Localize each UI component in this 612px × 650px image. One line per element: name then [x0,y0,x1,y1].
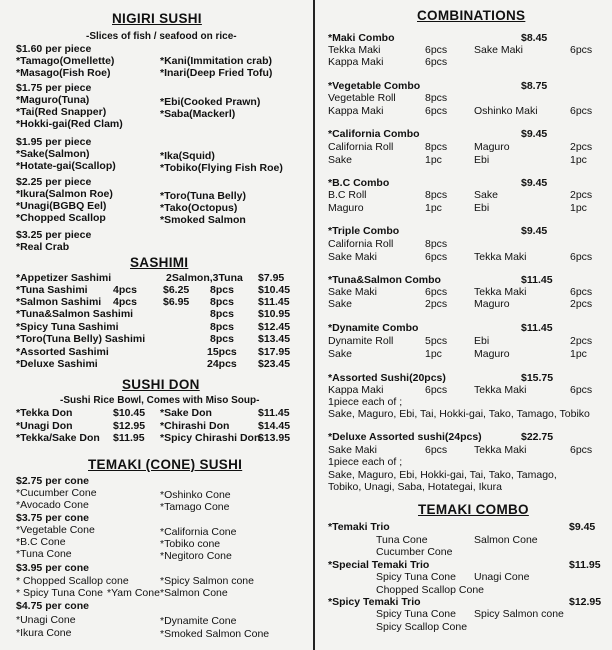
price-heading: $1.95 per piece [16,136,92,148]
combo-line-qty: 6pcs [570,444,593,456]
menu-item: *Tamago Cone [160,501,230,513]
price-heading: $3.25 per piece [16,229,92,241]
menu-item: *Smoked Salmon [160,214,246,226]
menu-item-price: $12.95 [113,420,146,432]
combo-line-qty: 6pcs [425,444,448,456]
combo-line-qty: 6pcs [570,44,593,56]
menu-item-detail: 2Salmon,3Tuna [166,272,243,284]
combo-line-qty: 6pcs [425,56,448,68]
combo-line-qty: 6pcs [425,384,448,396]
menu-item: *Chopped Scallop [16,212,106,224]
combo-line-qty: 2pcs [570,141,593,153]
menu-item-qty: 8pcs [210,321,234,333]
combo-line: Sake [328,348,352,360]
combo-name: *Special Temaki Trio [328,559,430,571]
menu-item: *Negitoro Cone [160,550,232,562]
combo-line: Salmon Cone [474,534,538,546]
menu-item: *California Cone [160,526,237,538]
nigiri-title: NIGIRI SUSHI [112,11,202,26]
combo-line-qty: 2pcs [570,189,593,201]
combo-line: Maguro [474,298,510,310]
combo-line: Tuna Cone [376,534,428,546]
combo-line-qty: 2pcs [570,298,593,310]
menu-item: *Appetizer Sashimi [16,272,112,284]
menu-item: *Tako(Octopus) [160,202,238,214]
menu-item-price: $11.45 [258,296,290,308]
menu-item-price: $7.95 [258,272,285,284]
combo-line: Kappa Maki [328,56,384,68]
menu-item-price: $11.95 [113,432,145,444]
combo-name: *Spicy Temaki Trio [328,596,421,608]
menu-item: *Tamago(Omellette) [16,55,115,67]
menu-item: *Unagi(BGBQ Eel) [16,200,107,212]
combo-line: Vegetable Roll [328,92,396,104]
menu-item: *Toro(Tuna Belly) [160,190,246,202]
combo-price: $8.75 [521,80,548,92]
combo-line-qty: 1pc [425,154,442,166]
menu-item: *Real Crab [16,241,70,253]
menu-item-price: $6.25 [163,284,190,296]
menu-item: *Sake Don [160,407,212,419]
menu-item: *Tekka/Sake Don [16,432,100,444]
combo-name: *Deluxe Assorted sushi(24pcs) [328,431,482,443]
sushi-don-subtitle: -Sushi Rice Bowl, Comes with Miso Soup- [60,395,260,406]
menu-item: *Deluxe Sashimi [16,358,98,370]
combo-line: Tekka Maki [474,286,527,298]
combo-line: Ebi [474,202,490,214]
combo-line: Unagi Cone [474,571,530,583]
menu-item: * Spicy Tuna Cone [16,587,103,599]
menu-item-qty: 8pcs [210,308,234,320]
combo-price: $8.45 [521,32,548,44]
sashimi-title: SASHIMI [130,255,189,270]
menu-item: *Tekka Don [16,407,73,419]
combo-line-qty: 1pc [570,202,587,214]
combo-name: *California Combo [328,128,420,140]
combo-line: Ebi [474,154,490,166]
combo-line: Kappa Maki [328,384,384,396]
menu-item: *Tuna Cone [16,548,72,560]
combo-line: California Roll [328,238,394,250]
combo-line-qty: 6pcs [425,105,448,117]
menu-item-qty: 4pcs [113,284,137,296]
combo-name: *Triple Combo [328,225,400,237]
combo-price: $15.75 [521,372,554,384]
menu-item-price: $12.45 [258,321,291,333]
price-heading: $1.60 per piece [16,43,92,55]
combo-price: $12.95 [569,596,602,608]
menu-item: *Spicy Chirashi Don [160,432,261,444]
combo-note: 1piece each of ; [328,456,403,468]
menu-item: *Assorted Sashimi [16,346,109,358]
combo-line: Spicy Scallop Cone [376,621,468,633]
temaki-combo-title: TEMAKI COMBO [418,502,529,517]
menu-item: *Yam Cone [107,587,160,599]
combo-name: *Temaki Trio [328,521,390,533]
combo-line: Sake Maki [328,286,378,298]
combo-line-qty: 6pcs [570,105,593,117]
menu-item: *Kani(Immitation crab) [160,55,273,67]
menu-item: *Smoked Salmon Cone [160,628,270,640]
price-heading: $4.75 per cone [16,600,89,612]
combo-line-qty: 6pcs [425,251,448,263]
menu-item: *Spicy Salmon cone [160,575,254,587]
menu-item: *Tuna&Salmon Sashimi [16,308,134,320]
combo-line-qty: 6pcs [425,44,448,56]
menu-item: *Salmon Cone [160,587,228,599]
menu-item: *Spicy Tuna Sashimi [16,321,119,333]
combo-line: Sake [328,298,352,310]
combo-line-qty: 8pcs [425,189,448,201]
menu-item: *Ikura(Salmon Roe) [16,188,113,200]
combo-line: Spicy Salmon cone [474,608,564,620]
menu-item: *Vegetable Cone [16,524,95,536]
menu-item: *Ebi(Cooked Prawn) [160,96,261,108]
menu-item: *Oshinko Cone [160,489,231,501]
combo-price: $9.45 [521,177,548,189]
combo-line-qty: 1pc [425,348,442,360]
combo-line: Tekka Maki [474,384,527,396]
menu-item: *Hotate-gai(Scallop) [16,160,116,172]
menu-item: *B.C Cone [16,536,66,548]
menu-item: *Dynamite Cone [160,615,237,627]
combo-line-qty: 2pcs [570,335,593,347]
menu-item-qty: 4pcs [113,296,137,308]
right-column [316,0,612,650]
combo-line: Sake Maki [328,251,378,263]
combo-line-qty: 2pcs [425,298,448,310]
combo-line-qty: 6pcs [570,384,593,396]
menu-item: *Cucumber Cone [16,487,97,499]
combo-line: B.C Roll [328,189,367,201]
menu-item-price: $6.95 [163,296,190,308]
menu-item: *Chirashi Don [160,420,230,432]
combo-note: Tobiko, Unagi, Saba, Hotategai, Ikura [328,481,502,493]
menu-item-price: $13.95 [258,432,291,444]
combo-line-qty: 6pcs [570,286,593,298]
menu-item-price: $13.45 [258,333,291,345]
menu-item: *Inari(Deep Fried Tofu) [160,67,273,79]
price-heading: $3.75 per cone [16,512,89,524]
combo-note: Sake, Maguro, Ebi, Hokki-gai, Tai, Tako, Tamago, [328,469,557,481]
menu-item: *Maguro(Tuna) [16,94,90,106]
combo-line: Tekka Maki [474,444,527,456]
menu-item: *Hokki-gai(Red Clam) [16,118,123,130]
price-heading: $2.75 per cone [16,475,89,487]
combo-price: $11.45 [521,322,553,334]
menu-item-qty: 8pcs [210,296,234,308]
combo-name: *Assorted Sushi(20pcs) [328,372,446,384]
menu-item-price: $10.45 [113,407,146,419]
menu-item: *Tobiko cone [160,538,221,550]
combo-line: Sake Maki [474,44,524,56]
combo-line-qty: 1pc [570,154,587,166]
menu-item-qty: 24pcs [207,358,237,370]
price-heading: $2.25 per piece [16,176,92,188]
combo-line: Ebi [474,335,490,347]
menu-item: *Toro(Tuna Belly) Sashimi [16,333,146,345]
menu-item-qty: 8pcs [210,284,234,296]
menu-item: *Masago(Fish Roe) [16,67,111,79]
column-divider [313,0,315,650]
combo-name: *Tuna&Salmon Combo [328,274,441,286]
combo-line: Cucumber Cone [376,546,453,558]
combo-line-qty: 8pcs [425,141,448,153]
menu-item: *Unagi Don [16,420,73,432]
menu-item: *Ika(Squid) [160,150,215,162]
combo-line: Sake [474,189,498,201]
combo-name: *Maki Combo [328,32,395,44]
combo-line: Maguro [328,202,364,214]
combo-price: $9.45 [521,225,548,237]
combo-line: Spicy Tuna Cone [376,571,456,583]
menu-item-qty: 15pcs [207,346,237,358]
menu-item: * Chopped Scallop cone [16,575,129,587]
combo-price: $11.45 [521,274,553,286]
menu-item-qty: 8pcs [210,333,234,345]
menu-item: *Salmon Sashimi [16,296,102,308]
menu-item: *Saba(Mackerl) [160,108,236,120]
combo-line-qty: 1pc [570,348,587,360]
price-heading: $3.95 per cone [16,562,89,574]
sushi-don-title: SUSHI DON [122,377,200,392]
temaki-title: TEMAKI (CONE) SUSHI [88,457,243,472]
combinations-title: COMBINATIONS [417,8,526,23]
menu-item: *Tobiko(Flying Fish Roe) [160,162,283,174]
combo-line: Tekka Maki [328,44,381,56]
menu-item-price: $10.45 [258,284,291,296]
combo-line: Maguro [474,141,510,153]
combo-price: $22.75 [521,431,554,443]
combo-line: Dynamite Roll [328,335,394,347]
menu-item: *Tai(Red Snapper) [16,106,107,118]
combo-line: Chopped Scallop Cone [376,584,484,596]
combo-price: $11.95 [569,559,601,571]
combo-line: Maguro [474,348,510,360]
combo-line: Spicy Tuna Cone [376,608,456,620]
combo-line: Sake [328,154,352,166]
combo-name: *B.C Combo [328,177,390,189]
menu-item-price: $10.95 [258,308,291,320]
menu-item: *Unagi Cone [16,614,76,626]
combo-line-qty: 1pc [425,202,442,214]
menu-item: *Avocado Cone [16,499,89,511]
menu-item: *Tuna Sashimi [16,284,88,296]
combo-line-qty: 6pcs [425,286,448,298]
menu-item: *Ikura Cone [16,627,72,639]
menu-item-price: $11.45 [258,407,290,419]
combo-price: $9.45 [569,521,596,533]
combo-name: *Dynamite Combo [328,322,419,334]
combo-line: Oshinko Maki [474,105,538,117]
combo-line: Tekka Maki [474,251,527,263]
combo-name: *Vegetable Combo [328,80,421,92]
price-heading: $1.75 per piece [16,82,92,94]
combo-line-qty: 8pcs [425,92,448,104]
combo-line: Kappa Maki [328,105,384,117]
menu-item: *Sake(Salmon) [16,148,90,160]
menu-item-price: $14.45 [258,420,291,432]
combo-line: California Roll [328,141,394,153]
combo-line-qty: 5pcs [425,335,448,347]
combo-line-qty: 8pcs [425,238,448,250]
combo-note: Sake, Maguro, Ebi, Tai, Hokki-gai, Tako, Tamago, Tobiko [328,408,590,420]
menu-item-price: $17.95 [258,346,291,358]
combo-price: $9.45 [521,128,548,140]
combo-line-qty: 6pcs [570,251,593,263]
combo-line: Sake Maki [328,444,378,456]
nigiri-subtitle: -Slices of fish / seafood on rice- [86,31,237,42]
combo-note: 1piece each of ; [328,396,403,408]
menu-item-price: $23.45 [258,358,291,370]
